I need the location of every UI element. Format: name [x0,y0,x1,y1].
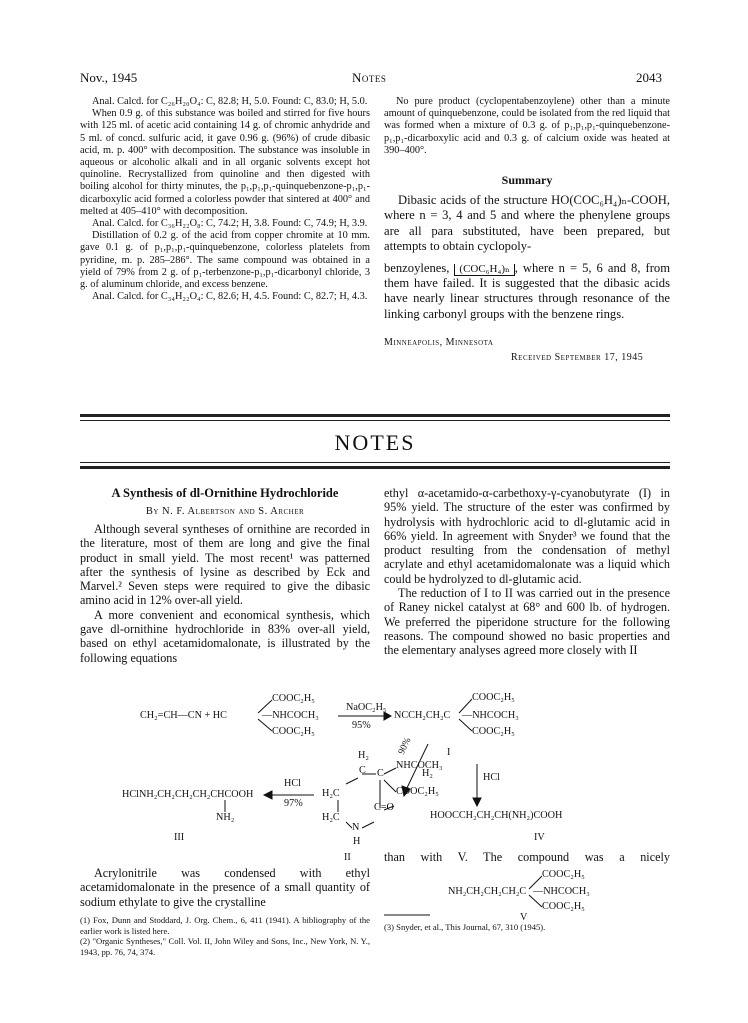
ring-h2c-bottom: H₂C [322,812,340,823]
footnote-1: (1) Fox, Dunn and Stoddard, J. Org. Chem., 6, 411 (1941). A bibliography of the earlier work is listed here. [80,915,370,936]
bottom-right-paragraph [384,850,670,864]
malonate-bot: COOC₂H₅ [272,726,315,737]
product-I-mid: —NHCOCH₃ [462,710,519,721]
ring-nhcoch3: NHCOCH₃ [396,760,443,771]
oxidation-paragraph: When 0.9 g. of this substance was boiled and stirred for five hours with 125 ml. of acetic acid containing 14 g. of chromic anhydride and 5 ml. of concd. sulfuric acid, it gave 0.96 g. (96%) of crude dibasic acid, m. p. 400° with decomposition. The substance was insoluble in aqueous or alcoholic alkali and in all organic solvents except hot quinoline. Recrystallized from quinoline and then digested with boiling alcohol for thirty minutes, the p₁,p₁,p₁-quinquebenzone-p₁,p₁-dicarboxylic acid formed a colorless powder that sintered at 400° and melted at 405–410° with decomposition. [80,108,370,217]
label-II: II [344,852,351,863]
summary-cyclo-word: benzoylenes, [384,260,450,275]
distillation-paragraph: Distillation of 0.2 g. of the acid from copper chromite at 10 mm. gave 0.1 g. of p₁,p₁,p₁-quinquebenzone, colorless platelets from pyridine, m. p. 285–286°. The same compound was obtained in a yield of 79% from 2 g. of p₁-terbenzone-p₁,p₁-dicarbonyl chloride, 3 g. of aluminum chloride, and excess benzene. [80,230,370,291]
analysis-1: Anal. Calcd. for C₂₆H₂₀O₄: C, 82.8; H, 5.0. Found: C, 83.0; H, 5.0. [92,96,368,107]
product-IV: HOOCCH₂CH₂CH(NH₂)COOH [430,810,563,821]
product-I-bot: COOC₂H₅ [472,726,515,737]
ring-n: N [352,822,360,833]
bottom-left-paragraph [80,866,370,909]
product-I-top: COOC₂H₅ [472,692,515,703]
method-paragraph: A more convenient and economical synthesis, which gave dl-ornithine hydrochloride in 83% over-all yield, based on ethyl acetamidomalonate, is illustrated by the following equations [80,607,370,665]
article-authors: By N. F. Albertson and S. Archer [145,506,305,517]
reagent-hcl-left: HCl [284,778,301,789]
product-V-bot: COOC₂H₅ [542,901,585,912]
page-number: 2043 [636,70,662,85]
running-header-section: Notes [352,70,387,85]
reagent-hcl-right: HCl [483,772,500,783]
footnote-3: (3) Snyder, et al., This Journal, 67, 310 (1945). [384,922,546,932]
product-V-mid: —NHCOCH₃ [533,886,590,897]
article-title: A Synthesis of dl-Ornithine Hydrochloride [111,486,339,500]
reduction-paragraph: The reduction of I to II was carried out in the presence of Raney nickel catalyst at 68° and 600 lb. of hydrogen. We preferred the piperidone structure for the following reasons. The compound showed no basic properties and the elementary analyses agreed more closely with II [384,586,670,658]
ring-h2c-left: H₂C [322,788,340,799]
ring-c-right: C [377,768,384,779]
product-III-nh2: NH₂ [216,812,235,823]
product-I-main: NCCH₂CH₂C [394,710,451,721]
ring-h2-top: H₂ [358,750,369,761]
ring-h: H [353,836,361,847]
yield-97: 97% [284,798,303,809]
reagent-h2: H₂ [422,768,433,779]
summary-text-1: Dibasic acids of the structure HO(COC₆H₄)ₙ-COOH, where n = 3, 4 and 5 and where the phenylene groups are all para substituted, have been prepared, but attempts to obtain cyclopoly- [384,193,670,254]
ester-paragraph: ethyl α-acetamido-α-carbethoxy-γ-cyanobutyrate (I) in 95% yield. The structure of the ester was confirmed by hydrolysis with hydrochloric acid to dl-glutamic acid in 66% yield. In agreement with Snyder³ we found that the product resulting from the condensation of methyl acrylate and ethyl acetamidomalonate was a liquid which could be hydrolyzed to dl-glutamic acid. [384,486,670,586]
compound-paragraph: than with V. The compound was a nicely [384,850,670,864]
label-V: V [520,912,528,923]
acrylonitrile-paragraph: Acrylonitrile was condensed with ethyl acetamidomalonate in the presence of a small quantity of sodium ethylate to give the crystalline [80,866,370,909]
footnotes-left [80,915,370,957]
malonate-top: COOC₂H₅ [272,693,315,704]
summary-heading: Summary [501,173,553,187]
analysis-2: Anal. Calcd. for C₃₆H₂₂O₈: C, 74.2; H, 3.8. Found: C, 74.9; H, 3.9. [92,218,368,230]
notes-title: NOTES [334,430,416,455]
footnotes-right [384,922,670,933]
cyclization-paragraph: No pure product (cyclopentabenzoylene) other than a minute amount of quinquebenzone, could be isolated from the red liquid that was formed when a mixture of 0.3 g. of p₁,p₁,p₁-quinquebenzone-p₁,p₁-dicarboxylic acid and 0.3 g. of calcium oxide was heated at 390–400°. [384,96,670,156]
product-III: HClNH₂CH₂CH₂CH₂CHCOOH [122,789,254,800]
intro-paragraph: Although several syntheses of ornithine are recorded in the literature, most of them are long and give the final product in small yield. The most recent¹ was patterned after the synthesis of lysine as described by Eck and Marvel.² Seven steps were required to give the dibasic amino acid in 12% over-all yield. [80,522,370,608]
product-V-main: NH₂CH₂CH₂CH₂C [448,886,527,897]
product-V-top: COOC₂H₅ [542,869,585,880]
ring-co: C=O [374,802,394,813]
label-I: I [447,747,451,758]
location: Minneapolis, Minnesota [384,337,494,348]
reagent-naoc2h5: NaOC₂H₅ [346,702,387,713]
received-date: Received September 17, 1945 [511,352,644,363]
summary-conclusion: , where n = 5, 6 and 8, from them have failed. It is suggested that the dibasic acids have nearly linear structures through resonance of the linking carbonyl groups with the benzene rings. [384,260,670,321]
footnote-2: (2) "Organic Syntheses," Coll. Vol. II, John Wiley and Sons, Inc., New York, N. Y., 1943, pp. 76, 74, 374. [80,936,370,957]
running-header-date: Nov., 1945 [80,70,138,85]
ring-c-top: C [359,765,366,776]
analysis-3: Anal. Calcd. for C₃₄H₂₂O₄: C, 82.6; H, 4.5. Found: C, 82.7; H, 4.3. [92,291,368,303]
label-III: III [174,832,185,843]
yield-95: 95% [352,720,371,731]
label-IV: IV [534,832,545,843]
ring-cooc2h5: COOC₂H₅ [396,786,439,797]
acrylonitrile: CH₂=CH—CN + HC [140,710,227,721]
yield-90: 90% [397,736,414,757]
cyclic-bracket: (COC₆H₄)ₙ [454,264,514,276]
malonate-mid: —NHCOCH₃ [262,710,319,721]
